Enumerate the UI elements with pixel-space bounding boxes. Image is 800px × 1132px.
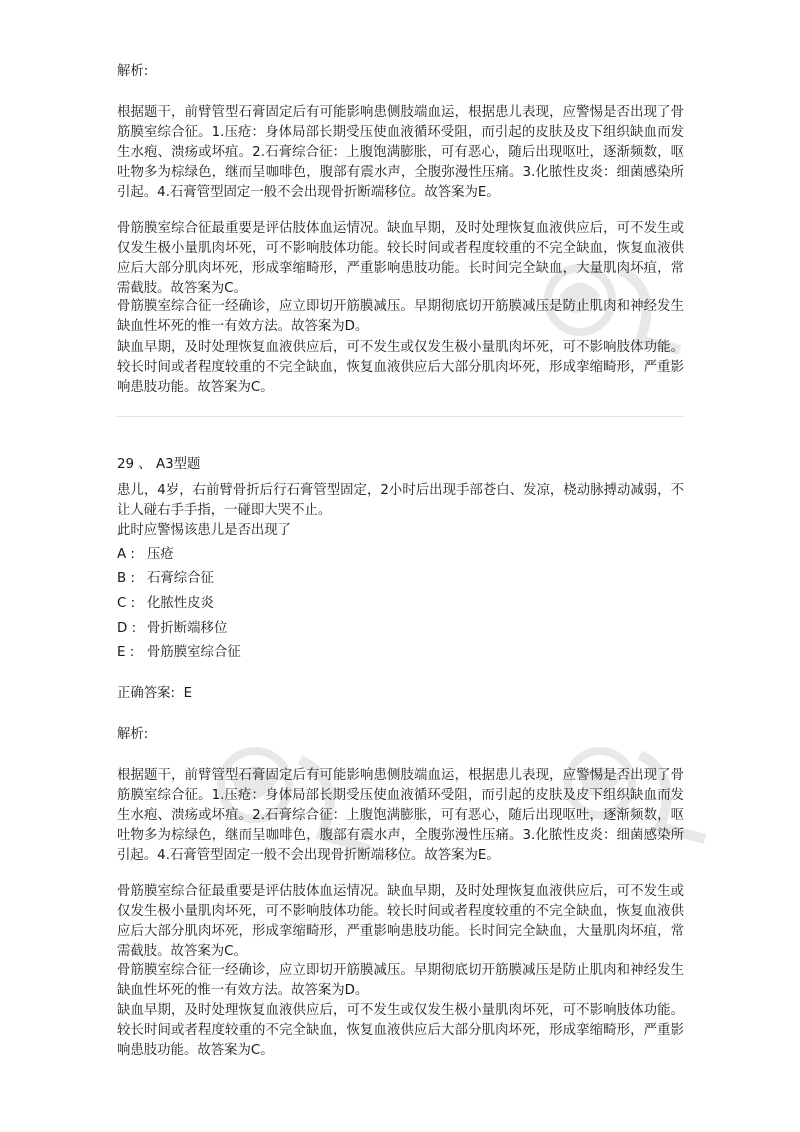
- option-text: 石膏综合征: [147, 571, 214, 586]
- question-stem: 患儿，4岁，右前臂骨折后行石膏管型固定，2小时后出现手部苍白、发凉，桡动脉搏动减弱，不让人碰右手手指，一碰即大哭不止。: [117, 483, 684, 518]
- option-text: 骨折断端移位: [147, 621, 228, 636]
- correct-answer-value: E: [183, 686, 193, 701]
- analysis-paragraph: 骨筋膜室综合征最重要是评估肢体血运情况。缺血早期，及时处理恢复血液供应后，可不发生或仅发生极小量肌肉坏死，可不影响肢体功能。较长时间或者程度较重的不完全缺血，恢复血液供应后大部分肌肉坏死，形成挛缩畸形，严重影响患肢功能。长时间完全缺血，大量肌肉坏疽，常需截肢。故答案为C。: [117, 884, 684, 959]
- analysis-label: 解析:: [117, 64, 149, 79]
- correct-answer-label: 正确答案:: [117, 686, 176, 701]
- option-a[interactable]: [117, 545, 174, 565]
- analysis-paragraph: 根据题干，前臂管型石膏固定后有可能影响患侧肢端血运，根据患儿表现，应警惕是否出现了骨筋膜室综合征。1.压疮：身体局部长期受压使血液循环受阻，而引起的皮肤及皮下组织缺血而发生水疱、溃疡或坏疽。2.石膏综合征：上腹饱满膨胀，可有恶心，随后出现呕吐，逐渐频数，呕吐物多为棕绿色，继而呈咖啡色，腹部有震水声，全腹弥漫性压痛。3.化脓性皮炎：细菌感染所引起。4.石膏管型固定一般不会出现骨折断端移位。故答案为E。: [117, 105, 684, 200]
- question-number: 29 、 A3型题: [117, 457, 201, 472]
- correct-answer: [117, 684, 192, 704]
- option-letter: E :: [117, 645, 135, 660]
- option-c[interactable]: [117, 594, 214, 614]
- analysis-paragraph: 缺血早期，及时处理恢复血液供应后，可不发生或仅发生极小量肌肉坏死，可不影响肢体功能。较长时间或者程度较重的不完全缺血，恢复血液供应后大部分肌肉坏死，形成挛缩畸形，严重影响患肢功能。故答案为C。: [117, 340, 684, 395]
- option-d[interactable]: [117, 619, 227, 639]
- analysis-paragraph: 骨筋膜室综合征一经确诊，应立即切开筋膜减压。早期彻底切开筋膜减压是防止肌肉和神经发生缺血性坏死的惟一有效方法。故答案为D。: [117, 299, 684, 334]
- section-divider: [117, 416, 684, 417]
- option-letter: C :: [117, 596, 136, 611]
- option-letter: B :: [117, 571, 135, 586]
- analysis-paragraph: 根据题干，前臂管型石膏固定后有可能影响患侧肢端血运，根据患儿表现，应警惕是否出现了骨筋膜室综合征。1.压疮：身体局部长期受压使血液循环受阻，而引起的皮肤及皮下组织缺血而发生水疱、溃疡或坏疽。2.石膏综合征：上腹饱满膨胀，可有恶心，随后出现呕吐，逐渐频数，呕吐物多为棕绿色，继而呈咖啡色，腹部有震水声，全腹弥漫性压痛。3.化脓性皮炎：细菌感染所引起。4.石膏管型固定一般不会出现骨折断端移位。故答案为E。: [117, 768, 684, 863]
- option-b[interactable]: [117, 569, 214, 589]
- question-prompt: 此时应警惕该患儿是否出现了: [117, 523, 292, 538]
- analysis-paragraph: 骨筋膜室综合征一经确诊，应立即切开筋膜减压。早期彻底切开筋膜减压是防止肌肉和神经发生缺血性坏死的惟一有效方法。故答案为D。: [117, 963, 684, 998]
- analysis-label: 解析:: [117, 727, 149, 742]
- option-text: 化脓性皮炎: [147, 596, 214, 611]
- option-letter: D :: [117, 621, 137, 636]
- option-text: 压疮: [147, 547, 174, 562]
- option-e[interactable]: [117, 643, 241, 663]
- analysis-paragraph: 骨筋膜室综合征最重要是评估肢体血运情况。缺血早期，及时处理恢复血液供应后，可不发生或仅发生极小量肌肉坏死，可不影响肢体功能。较长时间或者程度较重的不完全缺血，恢复血液供应后大部分肌肉坏死，形成挛缩畸形，严重影响患肢功能。长时间完全缺血，大量肌肉坏疽，常需截肢。故答案为C。: [117, 221, 684, 296]
- option-letter: A :: [117, 547, 135, 562]
- analysis-paragraph: 缺血早期，及时处理恢复血液供应后，可不发生或仅发生极小量肌肉坏死，可不影响肢体功能。较长时间或者程度较重的不完全缺血，恢复血液供应后大部分肌肉坏死，形成挛缩畸形，严重影响患肢功能。故答案为C。: [117, 1003, 684, 1058]
- option-text: 骨筋膜室综合征: [147, 645, 241, 660]
